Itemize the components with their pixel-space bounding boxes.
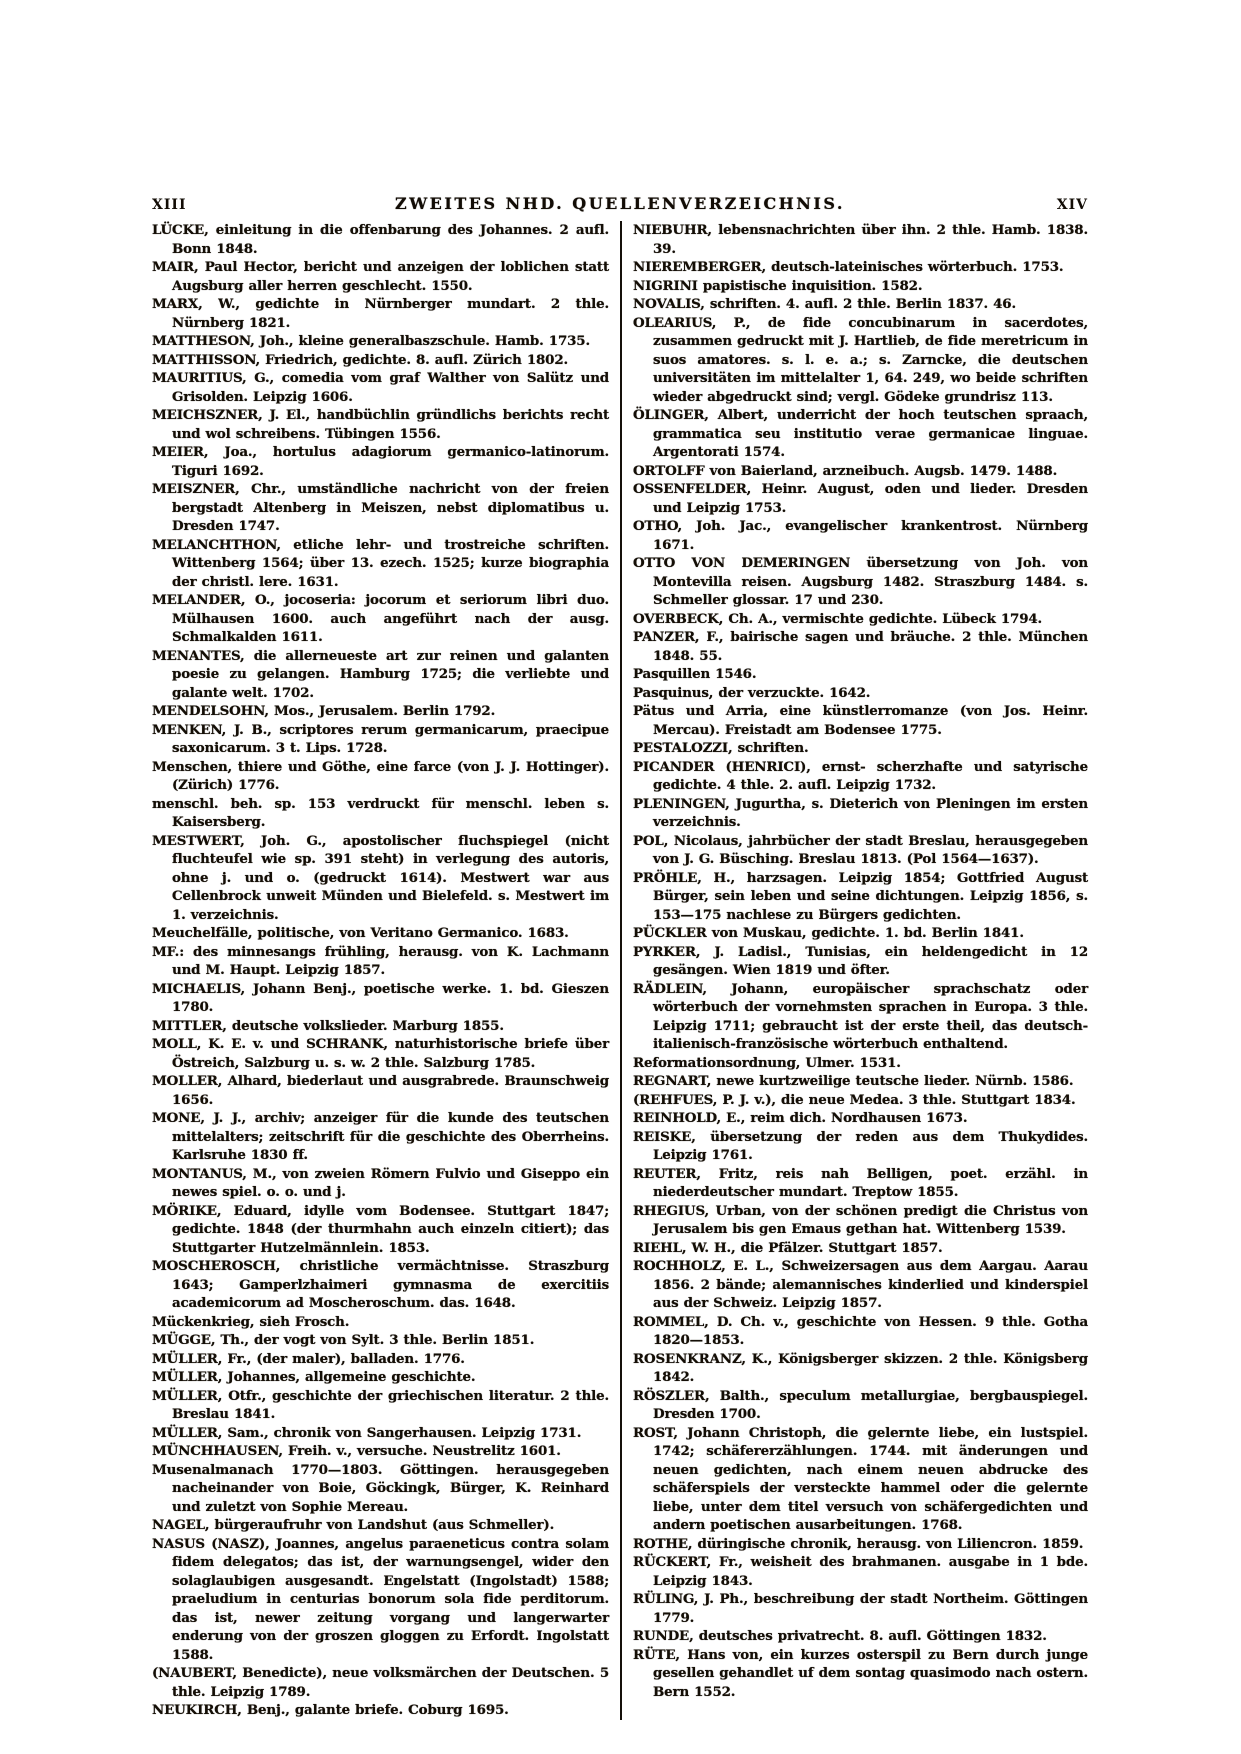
bibliography-entry: Reformationsordnung, Ulmer. 1531. xyxy=(633,1054,901,1071)
bibliography-entry: RÜLING, J. Ph., beschreibung der stadt Northeim. Göttingen 1779. xyxy=(633,1591,1088,1626)
bibliography-entry: PESTALOZZI, schriften. xyxy=(633,740,809,756)
bibliography-entry: MÜNCHHAUSEN, Freih. v., versuche. Neustrelitz 1601. xyxy=(152,1443,561,1459)
bibliography-entry: NASUS (NASZ), Joannes, angelus paraeneticus contra solam fidem delegatos; das ist, der warnungsengel, wider den solaglaubigen ausgesandt. Engelstatt (Ingolstadt) 1588; praeludium in centurias bonorum sola fide perditorum. das ist, newer zeitung vorgang und langerwarter enderung von der groszen gloggen zu Erfordt. Ingolstatt 1588. xyxy=(152,1535,609,1663)
bibliography-entry: MÜLLER, Fr., (der maler), balladen. 1776. xyxy=(152,1350,465,1367)
bibliography-entry: MELANDER, O., jocoseria: jocorum et seriorum libri duo. Mülhausen 1600. auch angeführt nach der ausg. Schmalkalden 1611. xyxy=(152,592,609,645)
bibliography-entry: MENANTES, die allerneueste art zur reinen und galanten poesie zu gelangen. Hamburg 1725; die verliebte und galante welt. 1702. xyxy=(152,647,609,701)
page-number-right: XIV xyxy=(1056,197,1088,213)
bibliography-columns xyxy=(152,221,1088,1720)
bibliography-entry: MF.: des minnesangs frühling, herausg. von K. Lachmann und M. Haupt. Leipzig 1857. xyxy=(152,943,609,978)
right-column xyxy=(620,221,1088,1720)
bibliography-entry: RIEHL, W. H., die Pfälzer. Stuttgart 1857. xyxy=(633,1239,943,1256)
bibliography-entry: REGNART, newe kurtzweilige teutsche lieder. Nürnb. 1586. xyxy=(633,1073,1074,1089)
bibliography-entry: REINHOLD, E., reim dich. Nordhausen 1673. xyxy=(633,1110,968,1126)
bibliography-entry: Meuchelfälle, politische, von Veritano Germanico. 1683. xyxy=(152,925,569,941)
bibliography-entry: (REHFUES, P. J. v.), die neue Medea. 3 thle. Stuttgart 1834. xyxy=(633,1091,1076,1108)
bibliography-entry: POL, Nicolaus, jahrbücher der stadt Breslau, herausgegeben von J. G. Büsching. Breslau 1813. (Pol 1564—1637). xyxy=(633,832,1088,867)
bibliography-entry: (NAUBERT, Benedicte), neue volksmärchen der Deutschen. 5 thle. Leipzig 1789. xyxy=(152,1665,609,1700)
bibliography-entry: Mückenkrieg, sieh Frosch. xyxy=(152,1313,350,1330)
bibliography-entry: RUNDE, deutsches privatrecht. 8. aufl. Göttingen 1832. xyxy=(633,1628,1047,1644)
bibliography-entry: ÖLINGER, Albert, underricht der hoch teutschen spraach, grammatica seu institutio verae germanicae linguae. Argentorati 1574. xyxy=(633,407,1088,460)
bibliography-entry: ORTOLFF von Baierland, arzneibuch. Augsb. 1479. 1488. xyxy=(633,462,1058,479)
bibliography-entry: PANZER, F., bairische sagen und bräuche. 2 thle. München 1848. 55. xyxy=(633,629,1088,664)
bibliography-entry: OSSENFELDER, Heinr. August, oden und lieder. Dresden und Leipzig 1753. xyxy=(633,481,1088,516)
bibliography-entry: MEIER, Joa., hortulus adagiorum germanico-latinorum. Tiguri 1692. xyxy=(152,444,609,479)
bibliography-entry: NEUKIRCH, Benj., galante briefe. Coburg 1695. xyxy=(152,1702,509,1718)
bibliography-entry: ROMMEL, D. Ch. v., geschichte von Hessen. 9 thle. Gotha 1820—1853. xyxy=(633,1313,1088,1348)
running-title: ZWEITES NHD. QUELLENVERZEICHNIS. xyxy=(395,194,845,213)
bibliography-entry: menschl. beh. sp. 153 verdruckt für menschl. leben s. Kaisersberg. xyxy=(152,795,609,830)
bibliography-entry: OTHO, Joh. Jac., evangelischer krankentrost. Nürnberg 1671. xyxy=(633,518,1088,553)
bibliography-entry: MITTLER, deutsche volkslieder. Marburg 1855. xyxy=(152,1017,504,1034)
bibliography-entry: MOLLER, Alhard, biederlaut und ausgrabrede. Braunschweig 1656. xyxy=(152,1073,609,1108)
bibliography-entry: MELANCHTHON, etliche lehr- und trostreiche schriften. Wittenberg 1564; über 13. ezech. 1525; kurze biographia der christl. lere. 1631. xyxy=(152,536,609,590)
bibliography-entry: MÜGGE, Th., der vogt von Sylt. 3 thle. Berlin 1851. xyxy=(152,1332,535,1348)
page-number-left: XIII xyxy=(152,197,187,213)
bibliography-entry: MESTWERT, Joh. G., apostolischer fluchspiegel (nicht fluchteufel wie sp. 391 steht) in verlegung des autoris, ohne j. und o. (gedruckt 1614). Mestwert war aus Cellenbrock unweit Münden und Bielefeld. s. Mestwert im 1. verzeichnis. xyxy=(152,832,609,923)
bibliography-entry: PÜCKLER von Muskau, gedichte. 1. bd. Berlin 1841. xyxy=(633,925,1024,941)
bibliography-entry: NOVALIS, schriften. 4. aufl. 2 thle. Berlin 1837. 46. xyxy=(633,296,1016,312)
bibliography-entry: MONE, J. J., archiv; anzeiger für die kunde des teutschen mittelalters; zeitschrift für die geschichte des Oberrheins. Karlsruhe 1830 ff. xyxy=(152,1110,609,1163)
bibliography-entry: MEISZNER, Chr., umständliche nachricht von der freien bergstadt Altenberg in Meiszen, nebst diplomatibus u. Dresden 1747. xyxy=(152,481,609,534)
bibliography-entry: MÜLLER, Otfr., geschichte der griechischen literatur. 2 thle. Breslau 1841. xyxy=(152,1387,609,1422)
bibliography-entry: MÜLLER, Johannes, allgemeine geschichte. xyxy=(152,1369,476,1385)
bibliography-entry: NAGEL, bürgeraufruhr von Landshut (aus Schmeller). xyxy=(152,1517,555,1533)
scanned-page xyxy=(152,194,1088,1720)
bibliography-entry: MAIR, Paul Hector, bericht und anzeigen der loblichen statt Augsburg aller herren geschlecht. 1550. xyxy=(152,259,609,294)
bibliography-entry: Menschen, thiere und Göthe, eine farce (von J. J. Hottinger). (Zürich) 1776. xyxy=(152,758,609,793)
bibliography-entry: NIEBUHR, lebensnachrichten über ihn. 2 thle. Hamb. 1838. 39. xyxy=(633,222,1088,257)
bibliography-entry: RÄDLEIN, Johann, europäischer sprachschatz oder wörterbuch der vornehmsten sprachen in Europa. 3 thle. Leipzig 1711; gebraucht ist der erste theil, das deutsch-italienisch-französische wörterbuch enthaltend. xyxy=(633,980,1088,1052)
bibliography-entry: REUTER, Fritz, reis nah Belligen, poet. erzähl. in niederdeutscher mundart. Treptow 1855. xyxy=(633,1165,1088,1200)
bibliography-entry: MATTHISSON, Friedrich, gedichte. 8. aufl. Zürich 1802. xyxy=(152,351,569,368)
bibliography-entry: MEICHSZNER, J. El., handbüchlin gründlichs berichts recht und wol schreibens. Tübingen 1556. xyxy=(152,407,609,442)
bibliography-entry: PYRKER, J. Ladisl., Tunisias, ein heldengedicht in 12 gesängen. Wien 1819 und öfter. xyxy=(633,943,1088,978)
bibliography-entry: MÖRIKE, Eduard, idylle vom Bodensee. Stuttgart 1847; gedichte. 1848 (der thurmhahn auch einzeln citiert); das Stuttgarter Hutzelmännlein. 1853. xyxy=(152,1202,609,1256)
bibliography-entry: PRÖHLE, H., harzsagen. Leipzig 1854; Gottfried August Bürger, sein leben und seine dichtungen. Leipzig 1856, s. 153—175 nachlese zu Bürgers gedichten. xyxy=(633,869,1088,923)
bibliography-entry: MICHAELIS, Johann Benj., poetische werke. 1. bd. Gieszen 1780. xyxy=(152,980,609,1015)
bibliography-entry: MARX, W., gedichte in Nürnberger mundart. 2 thle. Nürnberg 1821. xyxy=(152,296,609,331)
left-column xyxy=(152,221,620,1720)
bibliography-entry: Musenalmanach 1770—1803. Göttingen. herausgegeben nacheinander von Boie, Göckingk, Bürger, K. Reinhard und zuletzt von Sophie Mereau. xyxy=(152,1461,609,1515)
bibliography-entry: MENDELSOHN, Mos., Jerusalem. Berlin 1792. xyxy=(152,703,496,719)
bibliography-entry: MATTHESON, Joh., kleine generalbaszschule. Hamb. 1735. xyxy=(152,333,590,349)
bibliography-entry: ROSENKRANZ, K., Königsberger skizzen. 2 thle. Königsberg 1842. xyxy=(633,1350,1088,1385)
bibliography-entry: REISKE, übersetzung der reden aus dem Thukydides. Leipzig 1761. xyxy=(633,1128,1088,1163)
bibliography-entry: NIEREMBERGER, deutsch-lateinisches wörterbuch. 1753. xyxy=(633,259,1064,275)
bibliography-entry: RÜTE, Hans von, ein kurzes osterspil zu Bern durch junge gesellen gehandlet uf dem sontag quasimodo nach ostern. Bern 1552. xyxy=(633,1646,1088,1700)
bibliography-entry: MENKEN, J. B., scriptores rerum germanicarum, praecipue saxonicarum. 3 t. Lips. 1728. xyxy=(152,721,609,756)
bibliography-entry: ROCHHOLZ, E. L., Schweizersagen aus dem Aargau. Aarau 1856. 2 bände; alemannisches kinderlied und kinderspiel aus der Schweiz. Leipzig 1857. xyxy=(633,1258,1088,1311)
bibliography-entry: MAURITIUS, G., comedia vom graf Walther von Salütz und Grisolden. Leipzig 1606. xyxy=(152,370,609,405)
bibliography-entry: RÖSZLER, Balth., speculum metallurgiae, bergbauspiegel. Dresden 1700. xyxy=(633,1387,1088,1422)
bibliography-entry: ROST, Johann Christoph, die gelernte liebe, ein lustspiel. 1742; schäfererzählungen. 1744. mit änderungen und neuen gedichten, nach einem neuen abdrucke des schäferspiels der versteckte hammel oder die gelernte liebe, unter dem titel versuch von schäfergedichten und andern poetischen ausarbeitungen. 1768. xyxy=(633,1424,1088,1533)
bibliography-entry: MOSCHEROSCH, christliche vermächtnisse. Straszburg 1643; Gamperlzhaimeri gymnasma de exercitiis academicorum ad Moscheroschum. das. 1648. xyxy=(152,1258,609,1311)
bibliography-entry: MOLL, K. E. v. und SCHRANK, naturhistorische briefe über Östreich, Salzburg u. s. w. 2 thle. Salzburg 1785. xyxy=(152,1036,609,1071)
bibliography-entry: MONTANUS, M., von zweien Römern Fulvio und Giseppo ein newes spiel. o. o. und j. xyxy=(152,1165,609,1200)
bibliography-entry: MÜLLER, Sam., chronik von Sangerhausen. Leipzig 1731. xyxy=(152,1424,582,1441)
bibliography-entry: PICANDER (HENRICI), ernst- scherzhafte und satyrische gedichte. 4 thle. 2. aufl. Leipzig 1732. xyxy=(633,758,1088,793)
bibliography-entry: OLEARIUS, P., de fide concubinarum in sacerdotes, zusammen gedruckt mit J. Hartlieb, de fide meretricum in suos amatores. s. l. e. a.; s. Zarncke, die deutschen universitäten im mittelalter 1, 64. 249, wo beide schriften wieder abgedruckt sind; vergl. Gödeke grundrisz 113. xyxy=(633,314,1088,405)
bibliography-entry: Pasquillen 1546. xyxy=(633,666,757,682)
bibliography-entry: RÜCKERT, Fr., weisheit des brahmanen. ausgabe in 1 bde. Leipzig 1843. xyxy=(633,1554,1088,1589)
bibliography-entry: RHEGIUS, Urban, von der schönen predigt die Christus von Jerusalem bis gen Emaus gethan hat. Wittenberg 1539. xyxy=(633,1202,1088,1237)
bibliography-entry: PLENINGEN, Jugurtha, s. Dieterich von Pleningen im ersten verzeichnis. xyxy=(633,795,1088,830)
bibliography-entry: NIGRINI papistische inquisition. 1582. xyxy=(633,277,923,294)
bibliography-entry: Pasquinus, der verzuckte. 1642. xyxy=(633,684,871,701)
page-header xyxy=(152,194,1088,213)
bibliography-entry: Pätus und Arria, eine künstlerromanze (von Jos. Heinr. Mercau). Freistadt am Bodensee 1775. xyxy=(633,703,1088,738)
bibliography-entry: OVERBECK, Ch. A., vermischte gedichte. Lübeck 1794. xyxy=(633,610,1043,627)
bibliography-entry: ROTHE, düringische chronik, herausg. von Liliencron. 1859. xyxy=(633,1535,1084,1552)
bibliography-entry: OTTO VON DEMERINGEN übersetzung von Joh. von Montevilla reisen. Augsburg 1482. Straszburg 1484. s. Schmeller glossar. 17 und 230. xyxy=(633,555,1088,608)
bibliography-entry: LÜCKE, einleitung in die offenbarung des Johannes. 2 aufl. Bonn 1848. xyxy=(152,222,609,257)
